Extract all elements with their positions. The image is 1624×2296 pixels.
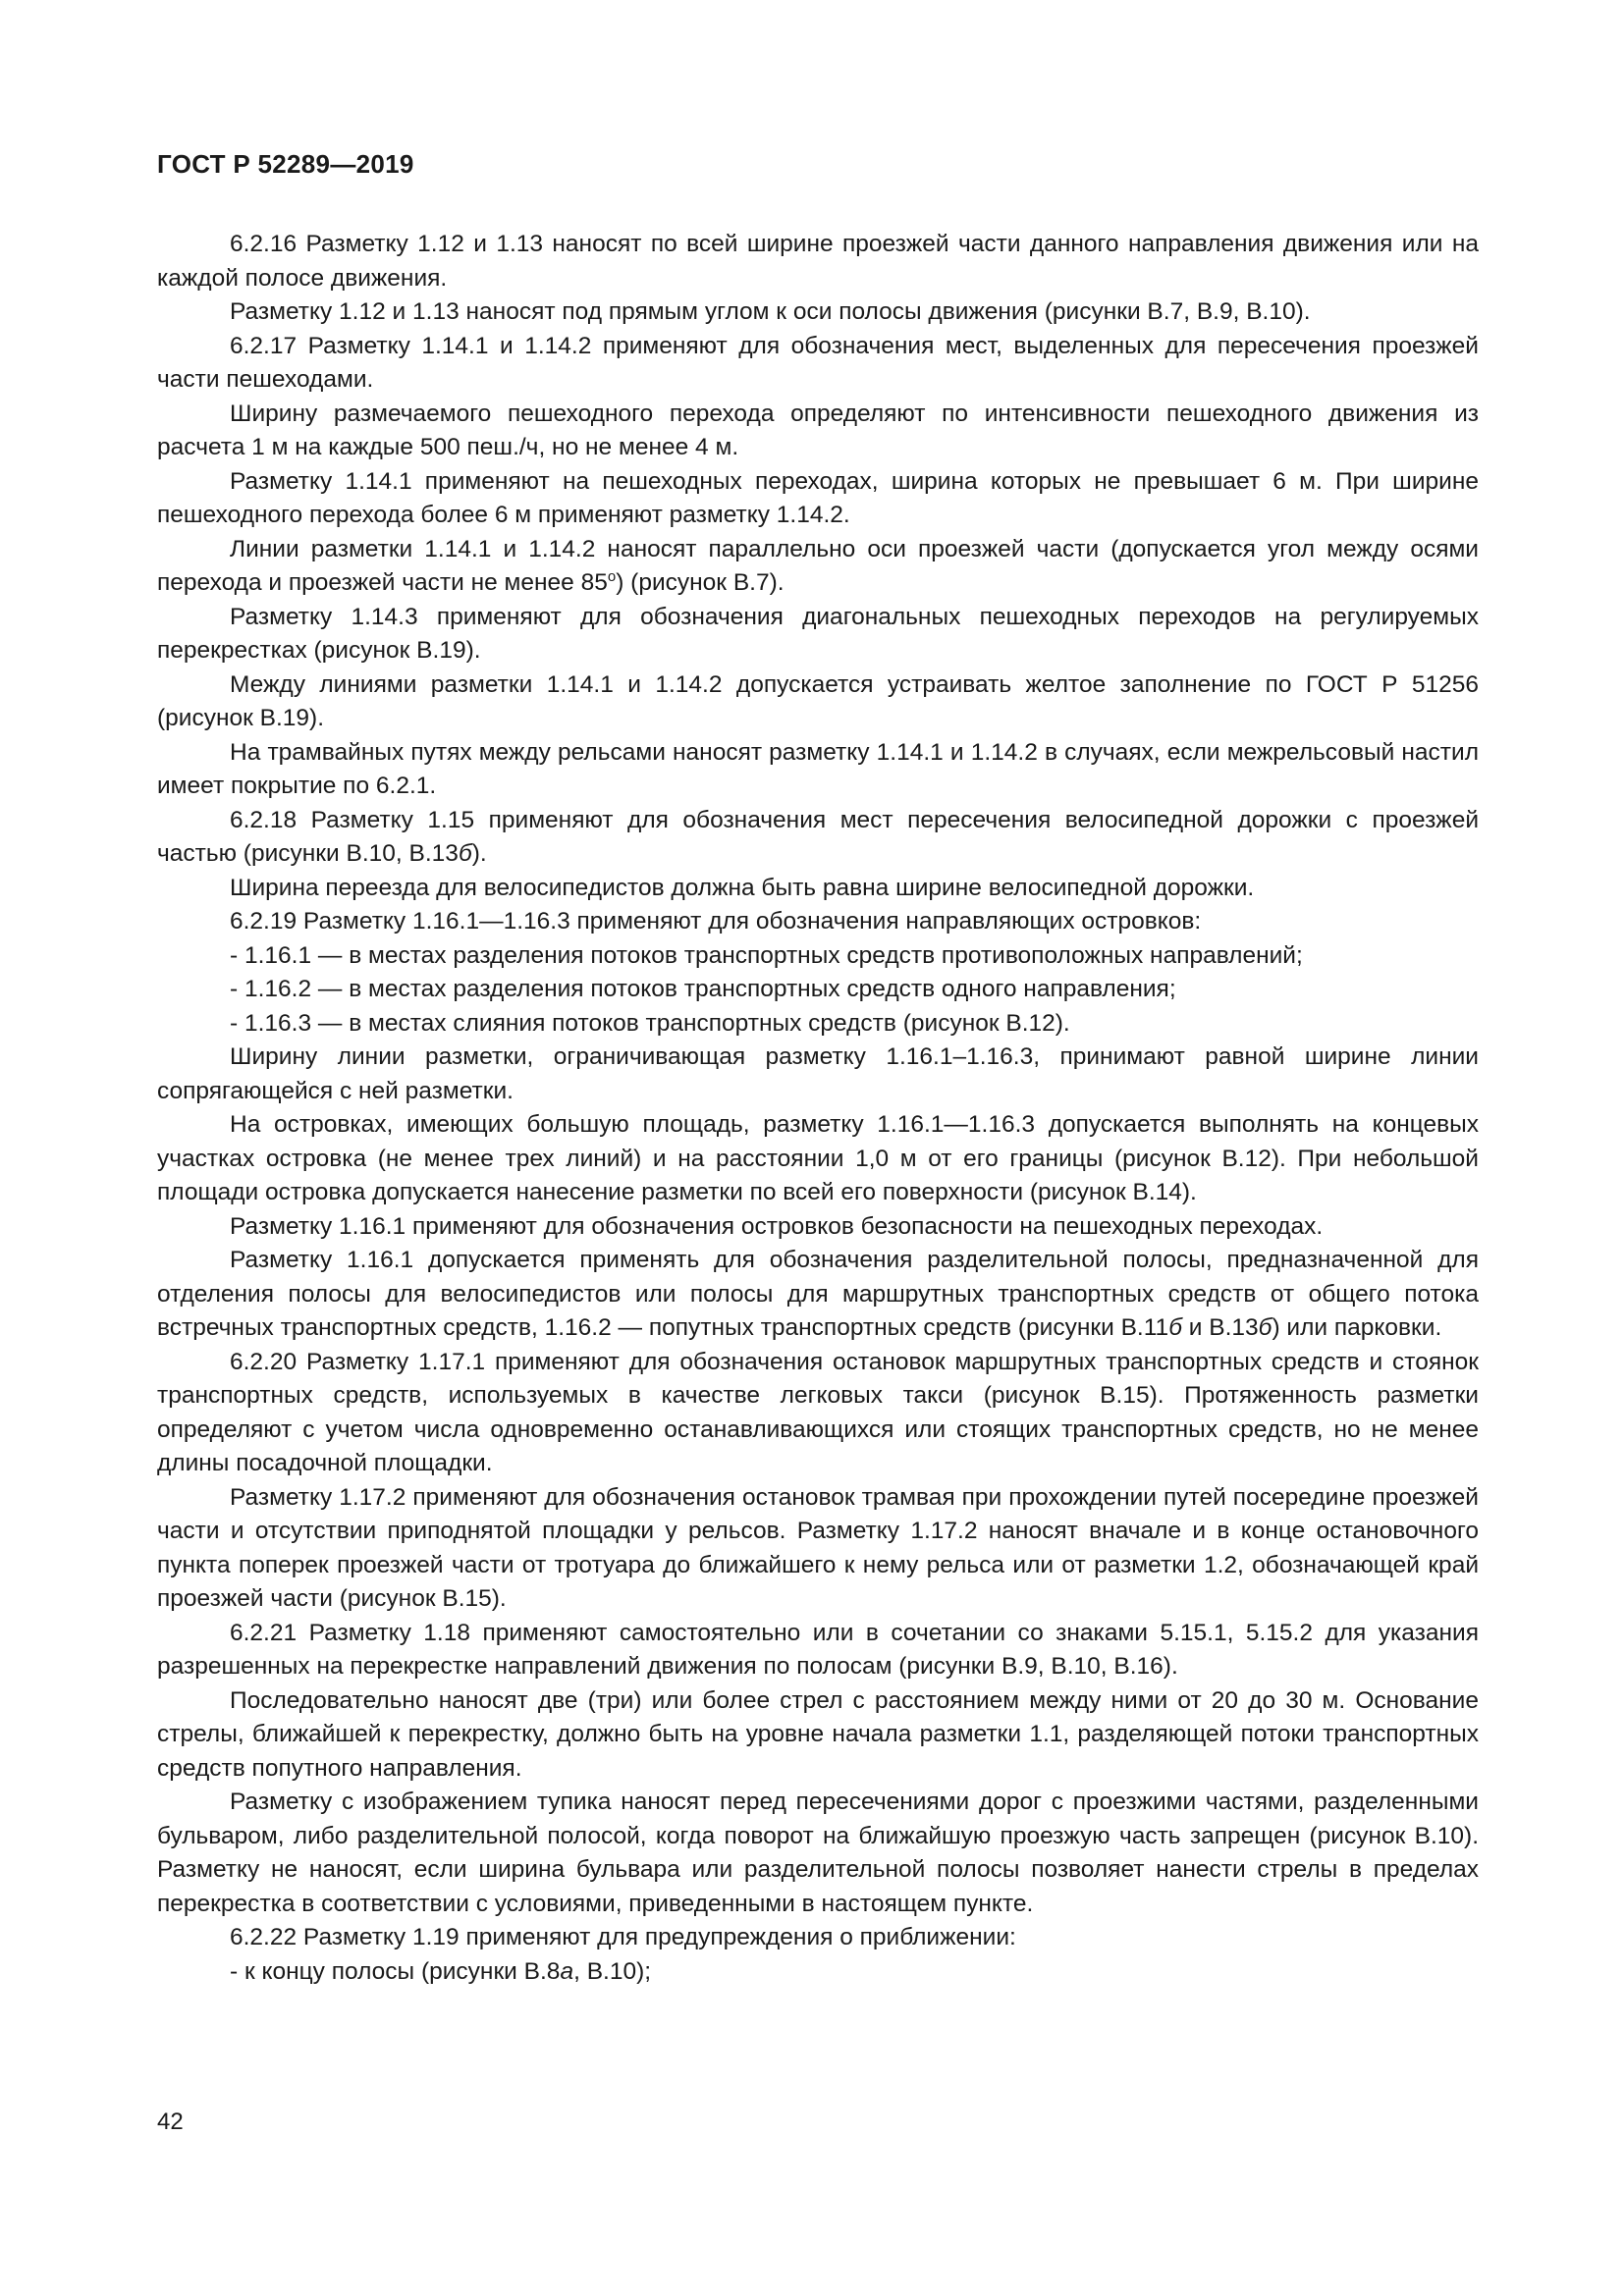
list-item xyxy=(157,1955,1479,1990)
paragraph xyxy=(157,295,1479,330)
paragraph xyxy=(157,1346,1479,1481)
text-run: б xyxy=(1258,1314,1272,1341)
text-run: - 1.16.1 — в местах разделения потоков транспортных средств противоположных направлений; xyxy=(230,941,1303,969)
paragraph xyxy=(157,601,1479,668)
text-run: о xyxy=(607,568,617,585)
text-run: 6.2.17 Разметку 1.14.1 и 1.14.2 применяют для обозначения мест, выделенных для пересечения проезжей части пешеходами. xyxy=(157,332,1479,393)
text-run: Ширина переезда для велосипедистов должна быть равна ширине велосипедной дорожки. xyxy=(230,874,1255,901)
text-run: ) (рисунок В.7). xyxy=(616,569,785,596)
paragraph xyxy=(157,1617,1479,1684)
text-run: Ширину размечаемого пешеходного перехода определяют по интенсивности пешеходного движения из расчета 1 м на каждые 500 пеш./ч, но не менее 4 м. xyxy=(157,400,1479,460)
paragraph xyxy=(157,398,1479,465)
text-run: 6.2.20 Разметку 1.17.1 применяют для обозначения остановок маршрутных транспортных средств и стоянок транспортных средств, используемых в качестве легковых такси (рисунок В.15). Протяженность разметки определяют с учетом числа одновременно останавливающихся или стоящих транспортных средств, но не менее длины посадочной площадки. xyxy=(157,1348,1479,1476)
text-run: Разметку с изображением тупика наносят перед пересечениями дорог с проезжими частями, разделенными бульваром, либо разделительной полосой, когда поворот на ближайшую проезжую часть запрещен (рисунок В.10). Разметку не наносят, если ширина бульвара или разделительной полосы позволяет нанести стрелы в пределах перекрестка в соответствии с условиями, приведенными в настоящем пункте. xyxy=(157,1789,1479,1917)
paragraph xyxy=(157,1684,1479,1787)
paragraph xyxy=(157,1786,1479,1921)
text-run: Разметку 1.17.2 применяют для обозначения остановок трамвая при прохождении путей посередине проезжей части и отсутствии приподнятой площадки у рельсов. Разметку 1.17.2 наносят вначале и в конце остановочного пункта поперек проезжей части от тротуара до ближайшего к нему рельса или от разметки 1.2, обозначающей край проезжей части (рисунок В.15). xyxy=(157,1483,1479,1612)
text-run: а xyxy=(560,1957,574,1985)
text-run: Разметку 1.16.1 допускается применять для обозначения разделительной полосы, предназначенной для отделения полосы для велосипедистов или полосы для маршрутных транспортных средств от общего потока встречных транспортных средств, 1.16.2 — попутных транспортных средств (рисунки В.11 xyxy=(157,1247,1479,1341)
document-header: ГОСТ Р 52289—2019 xyxy=(157,149,414,179)
paragraph xyxy=(157,1481,1479,1617)
text-run: ) или парковки. xyxy=(1272,1314,1442,1341)
paragraph xyxy=(157,465,1479,533)
paragraph xyxy=(157,533,1479,601)
text-run: На островках, имеющих большую площадь, разметку 1.16.1—1.16.3 допускается выполнять на концевых участках островка (не менее трех линий) и на расстоянии 1,0 м от его границы (рисунок В.12). При небольшой площади островка допускается нанесение разметки по всей его поверхности (рисунок В.14). xyxy=(157,1111,1479,1205)
text-run: Последовательно наносят две (три) или более стрел с расстоянием между ними от 20 до 30 м. Основание стрелы, ближайшей к перекрестку, должно быть на уровне начала разметки 1.1, разделяющей потоки транспортных средств попутного направления. xyxy=(157,1686,1479,1782)
text-run: Линии разметки 1.14.1 и 1.14.2 наносят параллельно оси проезжей части (допускается угол между осями перехода и проезжей части не менее 85 xyxy=(157,535,1479,596)
text-run: Разметку 1.16.1 применяют для обозначения островков безопасности на пешеходных переходах. xyxy=(230,1212,1324,1240)
text-run: ). xyxy=(471,840,487,867)
text-run: - 1.16.2 — в местах разделения потоков транспортных средств одного направления; xyxy=(230,976,1176,1002)
text-run: 6.2.16 Разметку 1.12 и 1.13 наносят по всей ширине проезжей части данного направления движения или на каждой полосе движения. xyxy=(157,231,1479,292)
text-run: - 1.16.3 — в местах слияния потоков транспортных средств (рисунок В.12). xyxy=(230,1009,1070,1037)
paragraph xyxy=(157,736,1479,804)
text-run: Разметку 1.12 и 1.13 наносят под прямым углом к оси полосы движения (рисунки В.7, В.9, В.10). xyxy=(230,298,1311,325)
text-run: б xyxy=(458,840,472,867)
paragraph xyxy=(157,1108,1479,1210)
text-run: На трамвайных путях между рельсами наносят разметку 1.14.1 и 1.14.2 в случаях, если межрельсовый настил имеет покрытие по 6.2.1. xyxy=(157,738,1479,799)
text-run: Между линиями разметки 1.14.1 и 1.14.2 допускается устраивать желтое заполнение по ГОСТ Р 51256 (рисунок В.19). xyxy=(157,670,1479,731)
text-run: 6.2.22 Разметку 1.19 применяют для предупреждения о приближении: xyxy=(230,1924,1016,1950)
paragraph xyxy=(157,330,1479,398)
text-run: - к концу полосы (рисунки В.8 xyxy=(230,1957,561,1985)
paragraph xyxy=(157,1244,1479,1346)
text-run: Разметку 1.14.3 применяют для обозначения диагональных пешеходных переходов на регулируемых перекрестках (рисунок В.19). xyxy=(157,603,1479,664)
page-number: 42 xyxy=(157,2109,184,2135)
text-run: Ширину линии разметки, ограничивающая разметку 1.16.1–1.16.3, принимают равной ширине линии сопрягающейся с ней разметки. xyxy=(157,1043,1479,1104)
paragraph xyxy=(157,1041,1479,1108)
text-run: Разметку 1.14.1 применяют на пешеходных переходах, ширина которых не превышает 6 м. При ширине пешеходного перехода более 6 м применяют разметку 1.14.2. xyxy=(157,467,1479,528)
paragraph xyxy=(157,228,1479,295)
paragraph xyxy=(157,905,1479,939)
list-item xyxy=(157,973,1479,1007)
text-run: б xyxy=(1168,1314,1182,1341)
paragraph xyxy=(157,1210,1479,1245)
list-item xyxy=(157,939,1479,974)
text-run: 6.2.21 Разметку 1.18 применяют самостоятельно или в сочетании со знаками 5.15.1, 5.15.2 для указания разрешенных на перекрестке направлений движения по полосам (рисунки В.9, В.10, В.16). xyxy=(157,1619,1479,1680)
text-run: и В.13 xyxy=(1181,1314,1259,1341)
text-run: 6.2.19 Разметку 1.16.1—1.16.3 применяют для обозначения направляющих островков: xyxy=(230,908,1202,934)
paragraph xyxy=(157,872,1479,906)
text-run: 6.2.18 Разметку 1.15 применяют для обозначения мест пересечения велосипедной дорожки с проезжей частью (рисунки В.10, В.13 xyxy=(157,806,1479,867)
paragraph xyxy=(157,668,1479,736)
text-run: , В.10); xyxy=(573,1957,652,1985)
paragraph xyxy=(157,1921,1479,1955)
text-body xyxy=(157,228,1479,1989)
list-item xyxy=(157,1007,1479,1041)
paragraph xyxy=(157,804,1479,872)
